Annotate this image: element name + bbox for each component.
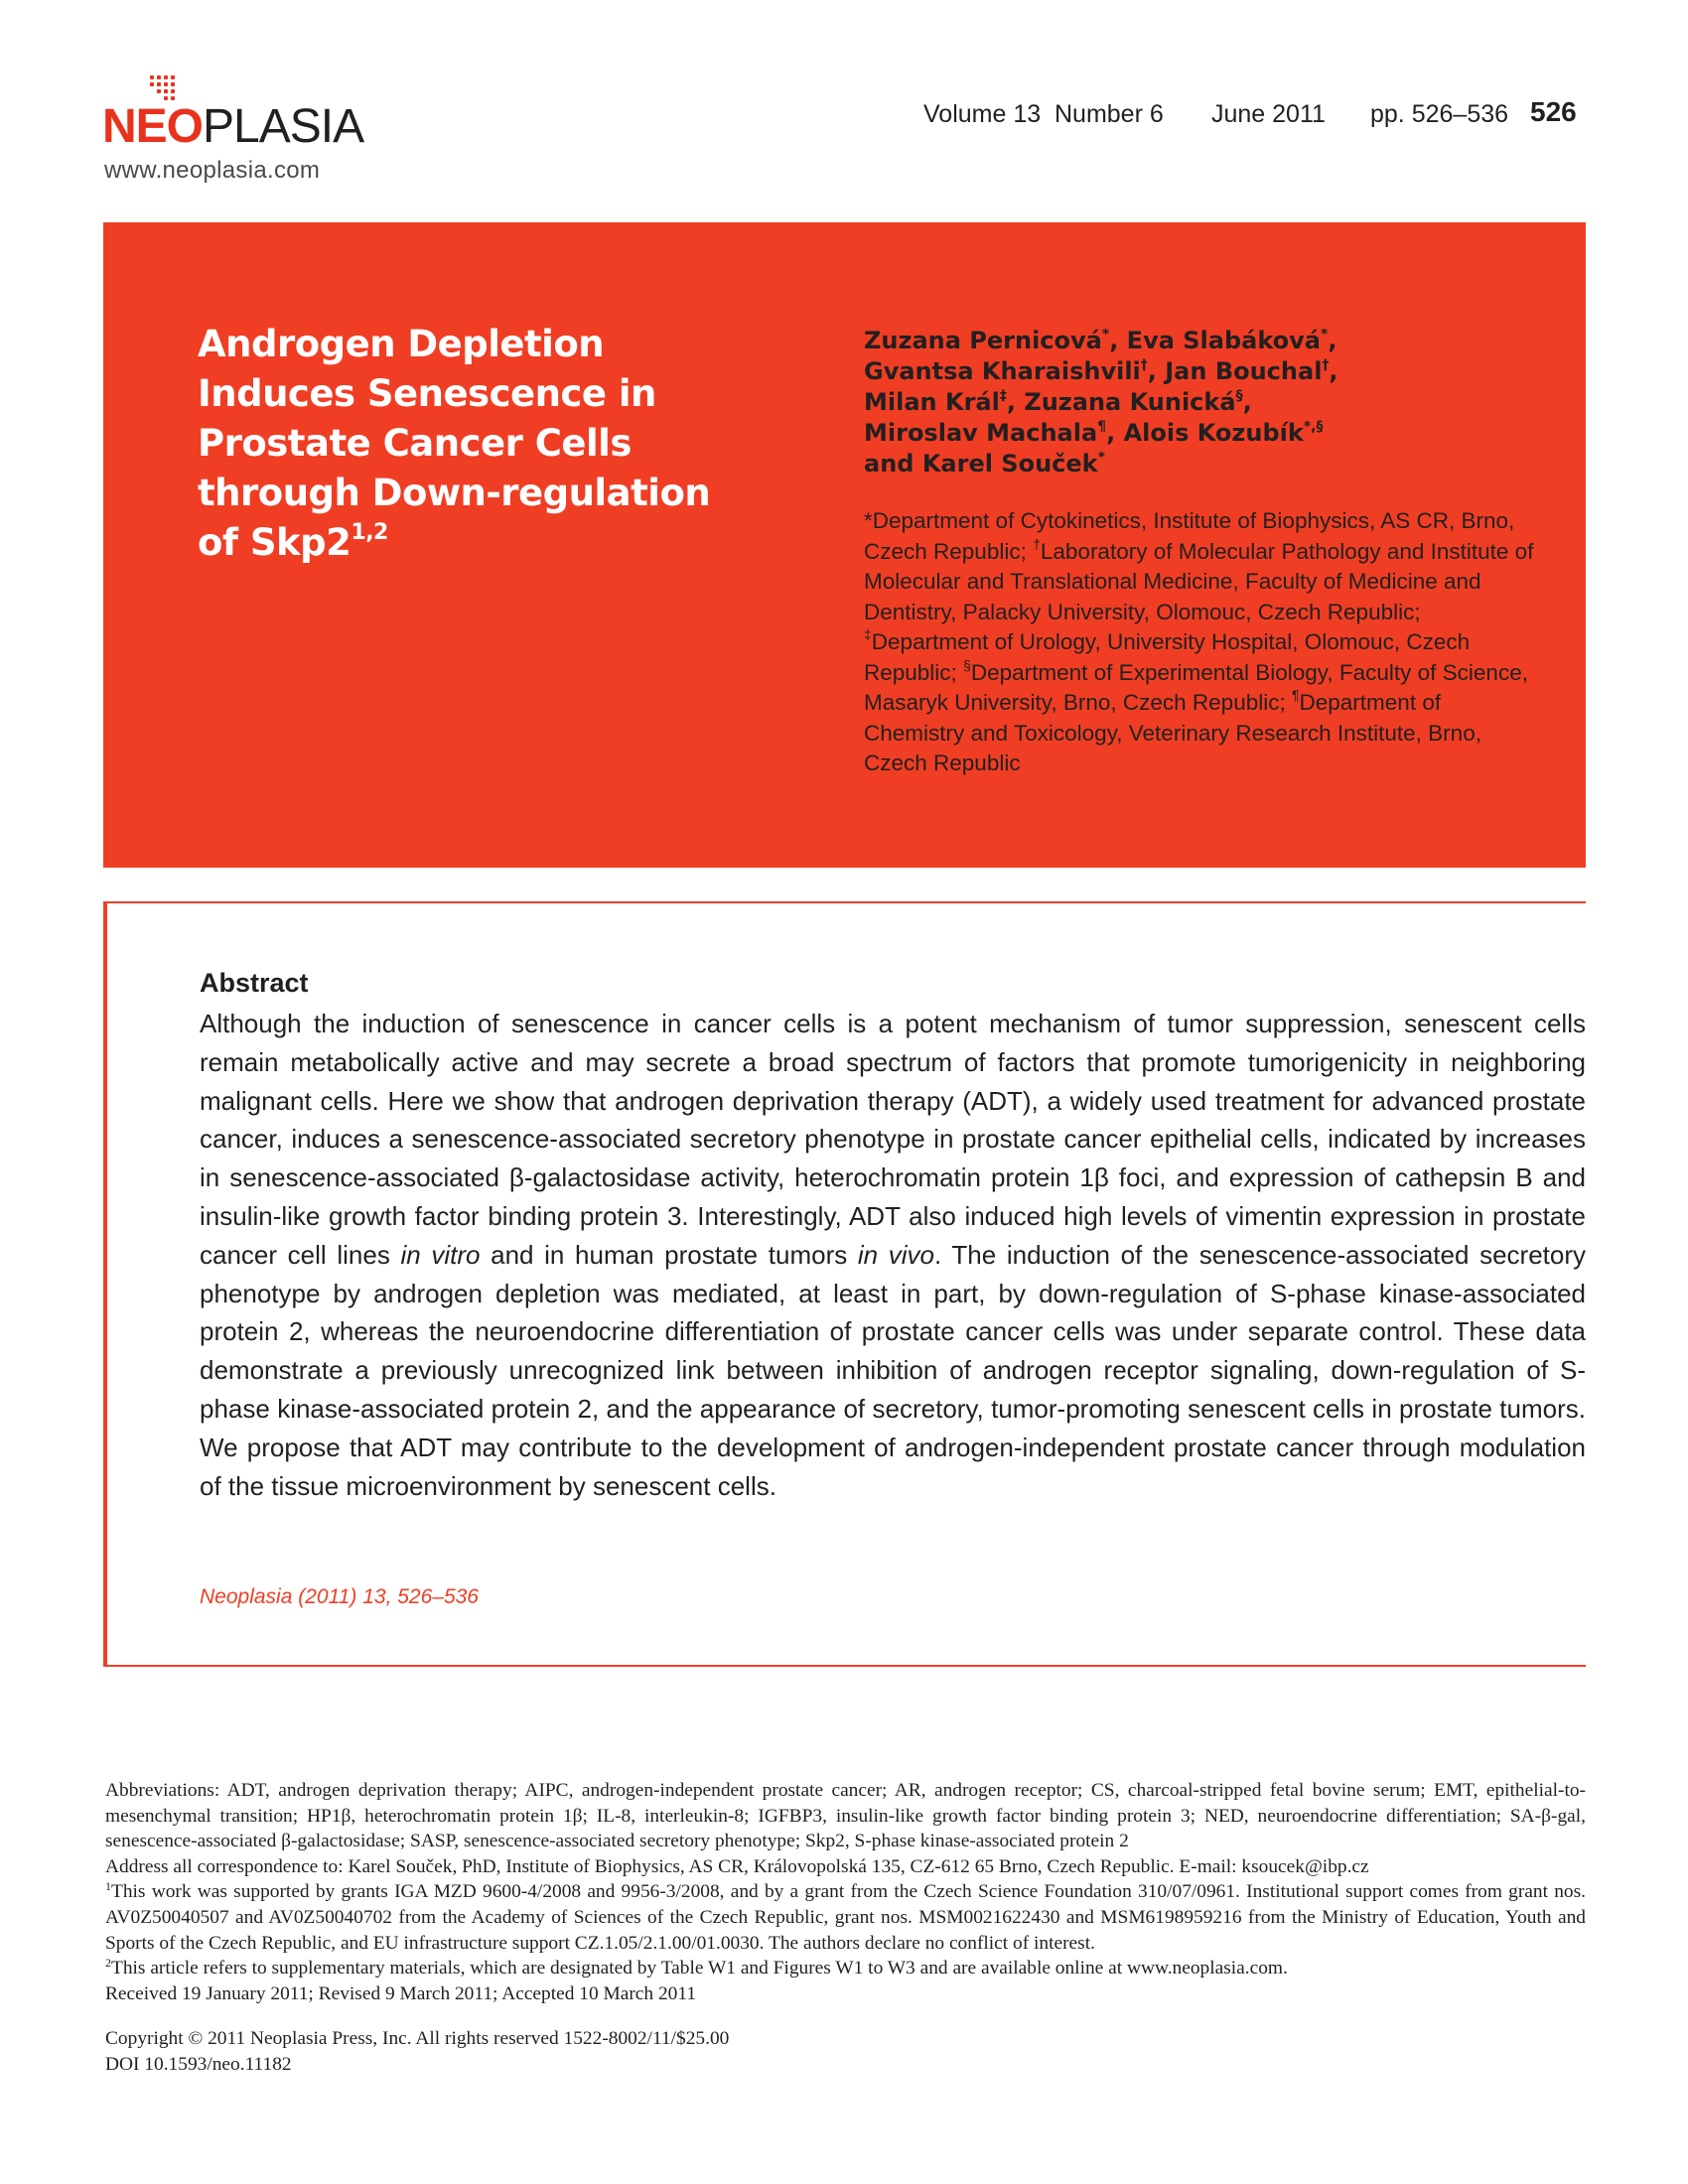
- author: Miroslav Machala: [864, 419, 1098, 447]
- footnotes: [105, 1778, 1586, 2006]
- copyright: Copyright © 2011 Neoplasia Press, Inc. All rights reserved 1522-8002/11/$25.00: [105, 2028, 730, 2049]
- issue-number: Number 6: [1055, 100, 1164, 128]
- author: Alois Kozubík: [1123, 419, 1304, 447]
- abbreviations: Abbreviations: ADT, androgen deprivation therapy; AIPC, androgen-independent prostate cancer; AR, androgen receptor; CS, charcoal-stripped fetal bovine serum; EMT, epithelial-to-mesenchymal transition; HP1β, heterochromatin protein 1β; IL-8, interleukin-8; IGFBP3, insulin-like growth factor binding protein 3; NED, neuroendocrine differentiation; SA-β-gal, senescence-associated β-galactosidase; SASP, senescence-associated secretory phenotype; Skp2, S-phase kinase-associated protein 2: [105, 1780, 1586, 1852]
- affiliations: *Department of Cytokinetics, Institute of Biophysics, AS CR, Brno, Czech Republic; †Laboratory of Molecular Pathology and Institute of Molecular and Translational Medicine, Faculty of Medicine and Dentistry, Palacky University, Olomouc, Czech Republic; ‡Department of Urology, University Hospital, Olomouc, Czech Republic; §Department of Experimental Biology, Faculty of Science, Masaryk University, Brno, Czech Republic; ¶Department of Chemistry and Toxicology, Veterinary Research Institute, Brno, Czech Republic: [864, 508, 1534, 775]
- author: Gvantsa Kharaishvili: [864, 357, 1141, 385]
- copyright-block: [105, 2026, 729, 2077]
- journal-logo: [102, 66, 364, 185]
- funding-note: $^1$This work was supported by grants IGA MZD 9600-4/2008 and 9956-3/2008, and by a grant from the Czech Science Foundation 310/07/0961. Institutional support comes from grant nos. AV0Z50040507 and AV0Z50040702 from the Academy of Sciences of the Czech Republic, grant nos. MSM0021622430 and MSM6198959216 from the Ministry of Education, Youth and Sports of the Czech Republic, and EU infrastructure support CZ.1.05/2.1.00/01.0030. The authors declare no conflict of interest.: [105, 1879, 1586, 1954]
- volume: Volume 13: [923, 100, 1042, 128]
- author: Milan Král: [864, 388, 1000, 416]
- author: Jan Bouchal: [1165, 357, 1323, 385]
- issue-date: June 2011: [1211, 100, 1326, 128]
- abstract-left-rule: [103, 901, 107, 1666]
- supplementary-note: $^2$This article refers to supplementary materials, which are designated by Table W1 and Figures W1 to W3 and are available online at www.neoplasia.com.: [105, 1956, 1288, 1979]
- journal-url[interactable]: www.neoplasia.com: [104, 157, 321, 184]
- author: and Karel Souček: [864, 450, 1098, 478]
- author: Zuzana Pernicová: [864, 327, 1102, 354]
- abstract-top-rule: [103, 901, 1586, 903]
- logo-wordmark: NEOPLASIA: [102, 100, 364, 153]
- abstract-citation: Neoplasia (2011) 13, 526–536: [200, 1585, 479, 1608]
- author: Zuzana Kunická: [1024, 388, 1236, 416]
- article-title: Androgen Depletion Induces Senescence in Prostate Cancer Cells through Down-regulation of Skp2$^{1,2}$: [198, 323, 711, 564]
- page-range: pp. 526–536: [1370, 100, 1509, 128]
- author-list: Zuzana Pernicová*, Eva Slabáková*, Gvantsa Kharaishvili†, Jan Bouchal†, Milan Král‡, Zuzana Kunická§, Miroslav Machala¶, Alois Kozubík*,§ and Karel Souček*: [864, 327, 1338, 478]
- abstract-heading: Abstract: [200, 968, 309, 998]
- page-number: 526: [1530, 96, 1577, 127]
- author: Eva Slabáková: [1126, 327, 1321, 354]
- title-box: [103, 222, 1586, 868]
- abstract-bottom-rule: [103, 1665, 1586, 1667]
- abstract-body: Although the induction of senescence in cancer cells is a potent mechanism of tumor suppression, senescent cells remain metabolically active and may secrete a broad spectrum of factors that promote tumorigenicity in neighboring malignant cells. Here we show that androgen deprivation therapy (ADT), a widely used treatment for advanced prostate cancer, induces a senescence-associated secretory phenotype in prostate cancer epithelial cells, indicated by increases in senescence-associated β-galactosidase activity, heterochromatin protein 1β foci, and expression of cathepsin B and insulin-like growth factor binding protein 3. Interestingly, ADT also induced high levels of vimentin expression in prostate cancer cell lines in vitro and in human prostate tumors in vivo. The induction of the senescence-associated secretory phenotype by androgen depletion was mediated, at least in part, by down-regulation of S-phase kinase-associated protein 2, whereas the neuroendocrine differentiation of prostate cancer cells was under separate control. These data demonstrate a previously unrecognized link between inhibition of androgen receptor signaling, down-regulation of S-phase kinase-associated protein 2, and the appearance of secretory, tumor-promoting senescent cells in prostate tumors. We propose that ADT may contribute to the development of androgen-independent prostate cancer through modulation of the tissue microenvironment by senescent cells.: [200, 1009, 1586, 1501]
- doi[interactable]: DOI 10.1593/neo.11182: [105, 2053, 292, 2075]
- received-dates: Received 19 January 2011; Revised 9 March 2011; Accepted 10 March 2011: [105, 1982, 697, 2004]
- correspondence: Address all correspondence to: Karel Souček, PhD, Institute of Biophysics, AS CR, Královopolská 135, CZ-612 65 Brno, Czech Republic. E-mail: ksoucek@ibp.cz: [105, 1855, 1369, 1877]
